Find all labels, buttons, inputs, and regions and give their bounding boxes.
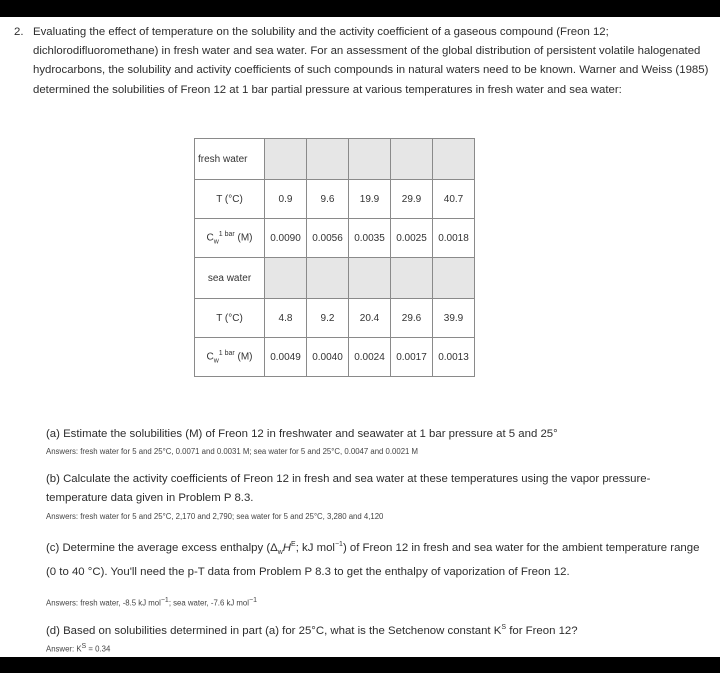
- table-cell: 0.0018: [433, 219, 475, 258]
- table-cell: 19.9: [349, 180, 391, 219]
- bottom-black-bar: [0, 657, 720, 673]
- problem-intro: [14, 23, 714, 100]
- table-cell: 9.6: [307, 180, 349, 219]
- question-c: (c) Determine the average excess enthalpy ($\Delta_wH^E$; kJ mol$^{-1}$) of Freon 12 in fresh and sea water for the ambient temperature range (0 to 40 °C). You'll need the p-T data from Problem P 8.3 to get the enthalpy of vaporization of Freon 12.: [46, 541, 700, 578]
- sea-t-label: T (°C): [195, 299, 265, 338]
- question-d: (d) Based on solubilities determined in part (a) for 25°C, what is the Setchenow constant $K^S$ for Freon 12?: [46, 624, 578, 637]
- table-cell: 0.0049: [265, 338, 307, 377]
- table-cell: 40.7: [433, 180, 475, 219]
- table-cell: 0.0025: [391, 219, 433, 258]
- table-cell: 29.6: [391, 299, 433, 338]
- problem-intro-text: Evaluating the effect of temperature on the solubility and the activity coefficient of a gaseous compound (Freon 12; dichlorodifluoromethane) in fresh water and sea water. For an assessment of the global distribution of persistent volatile halogenated hydrocarbons, the solubility and activity coefficients of such compounds in natural waters need to be known. Warner and Weiss (1985) determined the solubilities of Freon 12 at 1 bar partial pressure at various temperatures in fresh water and sea water:: [33, 26, 709, 96]
- answer-d: Answer: KS = 0.34: [46, 643, 111, 654]
- table-cell: 29.9: [391, 180, 433, 219]
- fresh-c-label: $C_w^{1 bar}$ (M): [195, 219, 265, 258]
- table-cell: 0.9: [265, 180, 307, 219]
- question-b: (b) Calculate the activity coefficients of Freon 12 in fresh and sea water at these temperatures using the vapor pressure-temperature data given in Problem P 8.3.: [46, 473, 651, 504]
- table-cell: 20.4: [349, 299, 391, 338]
- table-cell: 9.2: [307, 299, 349, 338]
- solubility-table: [194, 138, 475, 377]
- table-cell: 0.0013: [433, 338, 475, 377]
- table-cell: 0.0017: [391, 338, 433, 377]
- table-cell: 0.0024: [349, 338, 391, 377]
- answer-a: Answers: fresh water for 5 and 25°C, 0.0071 and 0.0031 M; sea water for 5 and 25°C, 0.0047 and 0.0021 M: [46, 447, 419, 456]
- table-cell: 0.0035: [349, 219, 391, 258]
- problem-number: 2.: [14, 26, 24, 38]
- top-black-bar: [0, 0, 720, 17]
- sea-water-header: sea water: [195, 258, 265, 299]
- table-cell: 0.0090: [265, 219, 307, 258]
- sea-c-label: $C_w^{1 bar}$ (M): [195, 338, 265, 377]
- table-cell: 0.0056: [307, 219, 349, 258]
- table-cell: 39.9: [433, 299, 475, 338]
- answer-b: Answers: fresh water for 5 and 25°C, 2,170 and 2,790; sea water for 5 and 25°C, 3,280 and 4,120: [46, 512, 384, 521]
- table-cell: 0.0040: [307, 338, 349, 377]
- answer-c: Answers: fresh water, -8.5 kJ mol−1; sea water, -7.6 kJ mol−1: [46, 597, 257, 608]
- table-cell: 4.8: [265, 299, 307, 338]
- question-a: (a) Estimate the solubilities (M) of Freon 12 in freshwater and seawater at 1 bar pressure at 5 and 25°: [46, 428, 558, 440]
- fresh-t-label: T (°C): [195, 180, 265, 219]
- fresh-water-header: fresh water: [195, 139, 265, 180]
